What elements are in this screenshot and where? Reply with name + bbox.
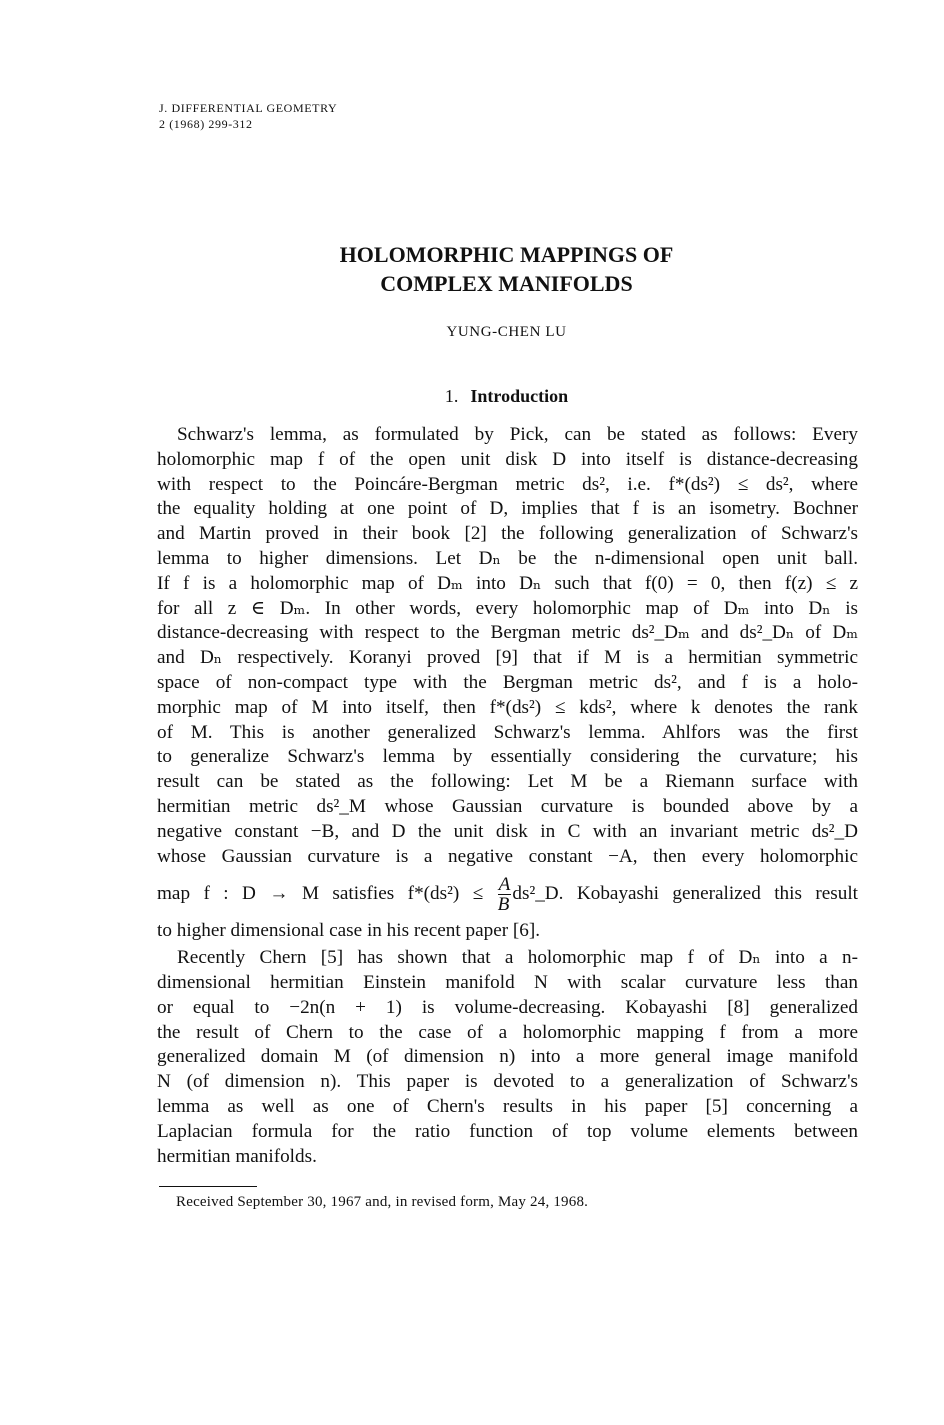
equation-after: ds²_D. Kobayashi generalized this result [512, 883, 858, 905]
paper-title [0, 240, 944, 298]
journal-header [159, 100, 337, 132]
section-heading [0, 386, 944, 407]
section-title: Introduction [470, 386, 569, 406]
text-line: distance-decreasing with respect to the Bergman metric ds²_Dₘ and ds²_Dₙ of Dₘ [157, 622, 858, 644]
text-line: If f is a holomorphic map of Dₘ into Dₙ such that f(0) = 0, then f(z) ≤ z [157, 572, 858, 594]
footnote-rule [159, 1186, 257, 1187]
text-line: the result of Chern to the case of a holomorphic mapping f from a more [157, 1021, 858, 1043]
paragraph-1 [157, 423, 858, 944]
text-line: of M. This is another generalized Schwarz's lemma. Ahlfors was the first [157, 721, 858, 743]
text-line: negative constant −B, and D the unit disk in C with an invariant metric ds²_D [157, 820, 858, 842]
fraction-denominator: B [497, 894, 510, 916]
text-line: to generalize Schwarz's lemma by essentially considering the curvature; his [157, 746, 858, 768]
text-line: result can be stated as the following: Let M be a Riemann surface with [157, 771, 858, 793]
text-line: whose Gaussian curvature is a negative constant −A, then every holomorphic [157, 845, 858, 867]
text-line: with respect to the Poincáre-Bergman metric ds², i.e. f*(ds²) ≤ ds², where [157, 473, 858, 495]
fraction-numerator: A [498, 874, 511, 896]
text-line: Schwarz's lemma, as formulated by Pick, can be stated as follows: Every [177, 424, 858, 445]
text-line: holomorphic map f of the open unit disk D into itself is distance-decreasing [157, 448, 858, 470]
fraction [498, 875, 512, 914]
title-line-1: HOLOMORPHIC MAPPINGS OF [339, 242, 674, 267]
title-line-2: COMPLEX MANIFOLDS [380, 271, 633, 296]
author-name: YUNG-CHEN LU [446, 324, 567, 340]
equation-line [157, 869, 858, 919]
journal-volume: 2 (1968) 299-312 [159, 117, 253, 131]
text-line: Laplacian formula for the ratio function of top volume elements between [157, 1120, 858, 1142]
text-line: Recently Chern [5] has shown that a holomorphic map f of Dₙ into a n- [177, 947, 858, 969]
text-line: for all z ∈ Dₘ. In other words, every holomorphic map of Dₘ into Dₙ is [157, 597, 858, 619]
section-number: 1. [444, 386, 459, 406]
text-line: lemma to higher dimensions. Let Dₙ be the n-dimensional open unit ball. [157, 547, 858, 569]
paragraph-2 [157, 946, 858, 1169]
text-line: morphic map of M into itself, then f*(ds²) ≤ kds², where k denotes the rank [157, 696, 858, 718]
journal-name: J. DIFFERENTIAL GEOMETRY [159, 101, 338, 115]
text-line: to higher dimensional case in his recent paper [6]. [157, 920, 541, 942]
text-line: and Martin proved in their book [2] the following generalization of Schwarz's [157, 523, 858, 545]
text-line: generalized domain M (of dimension n) into a more general image manifold [157, 1046, 858, 1068]
text-line: hermitian manifolds. [157, 1145, 317, 1167]
body-text [157, 423, 858, 1169]
footnote: Received September 30, 1967 and, in revised form, May 24, 1968. [176, 1194, 589, 1210]
equation-before: map f : D → M satisfies f*(ds²) ≤ [157, 883, 484, 905]
text-line: N (of dimension n). This paper is devoted to a generalization of Schwarz's [157, 1071, 858, 1093]
text-line: or equal to −2n(n + 1) is volume-decreasing. Kobayashi [8] generalized [157, 996, 858, 1018]
text-line: the equality holding at one point of D, implies that f is an isometry. Bochner [157, 498, 858, 520]
text-line: lemma as well as one of Chern's results in his paper [5] concerning a [157, 1095, 858, 1117]
text-line: space of non-compact type with the Bergman metric ds², and f is a holo- [157, 671, 858, 693]
text-line: dimensional hermitian Einstein manifold N with scalar curvature less than [157, 971, 858, 993]
text-line: and Dₙ respectively. Koranyi proved [9] that if M is a hermitian symmetric [157, 647, 858, 669]
text-line: hermitian metric ds²_M whose Gaussian curvature is bounded above by a [157, 795, 858, 817]
